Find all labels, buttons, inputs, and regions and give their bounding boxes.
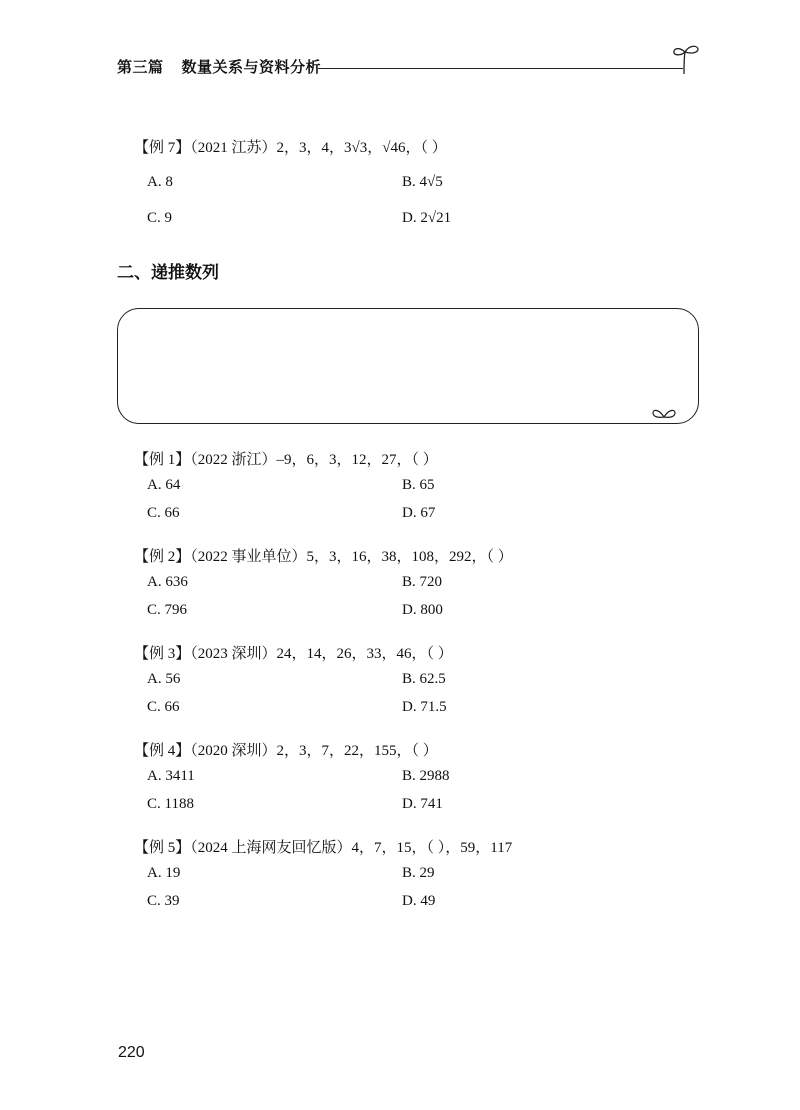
example-1-option-b: B. 65 bbox=[402, 477, 435, 493]
running-header bbox=[117, 56, 321, 77]
example-2-option-c: C. 796 bbox=[147, 602, 188, 618]
example-7-option-b: B. 4√5 bbox=[402, 174, 443, 190]
example-2-option-b: B. 720 bbox=[402, 574, 443, 590]
example-7-option-a: A. 8 bbox=[147, 174, 173, 190]
example-4-question: 【例 4】（2020 深圳）2，3，7，22，155，（ ） bbox=[134, 743, 438, 759]
example-2-option-d: D. 800 bbox=[402, 602, 443, 618]
example-2-option-a: A. 636 bbox=[147, 574, 188, 590]
example-5-question: 【例 5】（2024 上海网友回忆版）4，7，15，（ ），59，117 bbox=[134, 840, 513, 856]
example-3-option-c: C. 66 bbox=[147, 699, 180, 715]
example-7-question: 【例 7】（2021 江苏）2，3，4，3√3，√46，（ ） bbox=[134, 140, 447, 156]
example-1-option-a: A. 64 bbox=[147, 477, 181, 493]
example-3-option-a: A. 56 bbox=[147, 671, 181, 687]
header-rule bbox=[318, 68, 683, 69]
header-part: 第三篇 bbox=[117, 58, 164, 76]
example-1-option-d: D. 67 bbox=[402, 505, 436, 521]
example-4-option-b: B. 2988 bbox=[402, 768, 450, 784]
note-box bbox=[117, 308, 699, 424]
example-2-question: 【例 2】（2022 事业单位）5，3，16，38，108，292，（ ） bbox=[134, 549, 513, 565]
example-1-question: 【例 1】（2022 浙江）–9，6，3，12，27，（ ） bbox=[134, 452, 438, 468]
sprout-icon bbox=[672, 42, 700, 76]
example-4-option-a: A. 3411 bbox=[147, 768, 195, 784]
header-title: 数量关系与资料分析 bbox=[181, 58, 322, 76]
example-4-option-d: D. 741 bbox=[402, 796, 443, 812]
sprout-leaves-icon bbox=[651, 405, 677, 421]
example-3-option-b: B. 62.5 bbox=[402, 671, 446, 687]
example-7-option-d: D. 2√21 bbox=[402, 210, 452, 226]
example-3-question: 【例 3】（2023 深圳）24，14，26，33，46，（ ） bbox=[134, 646, 453, 662]
page-number: 220 bbox=[118, 1044, 145, 1061]
example-1-option-c: C. 66 bbox=[147, 505, 180, 521]
example-4-option-c: C. 1188 bbox=[147, 796, 194, 812]
example-5-option-d: D. 49 bbox=[402, 893, 436, 909]
example-5-option-b: B. 29 bbox=[402, 865, 435, 881]
section-title: 二、递推数列 bbox=[117, 263, 219, 283]
example-5-option-c: C. 39 bbox=[147, 893, 180, 909]
example-7-option-c: C. 9 bbox=[147, 210, 173, 226]
example-5-option-a: A. 19 bbox=[147, 865, 181, 881]
example-3-option-d: D. 71.5 bbox=[402, 699, 447, 715]
